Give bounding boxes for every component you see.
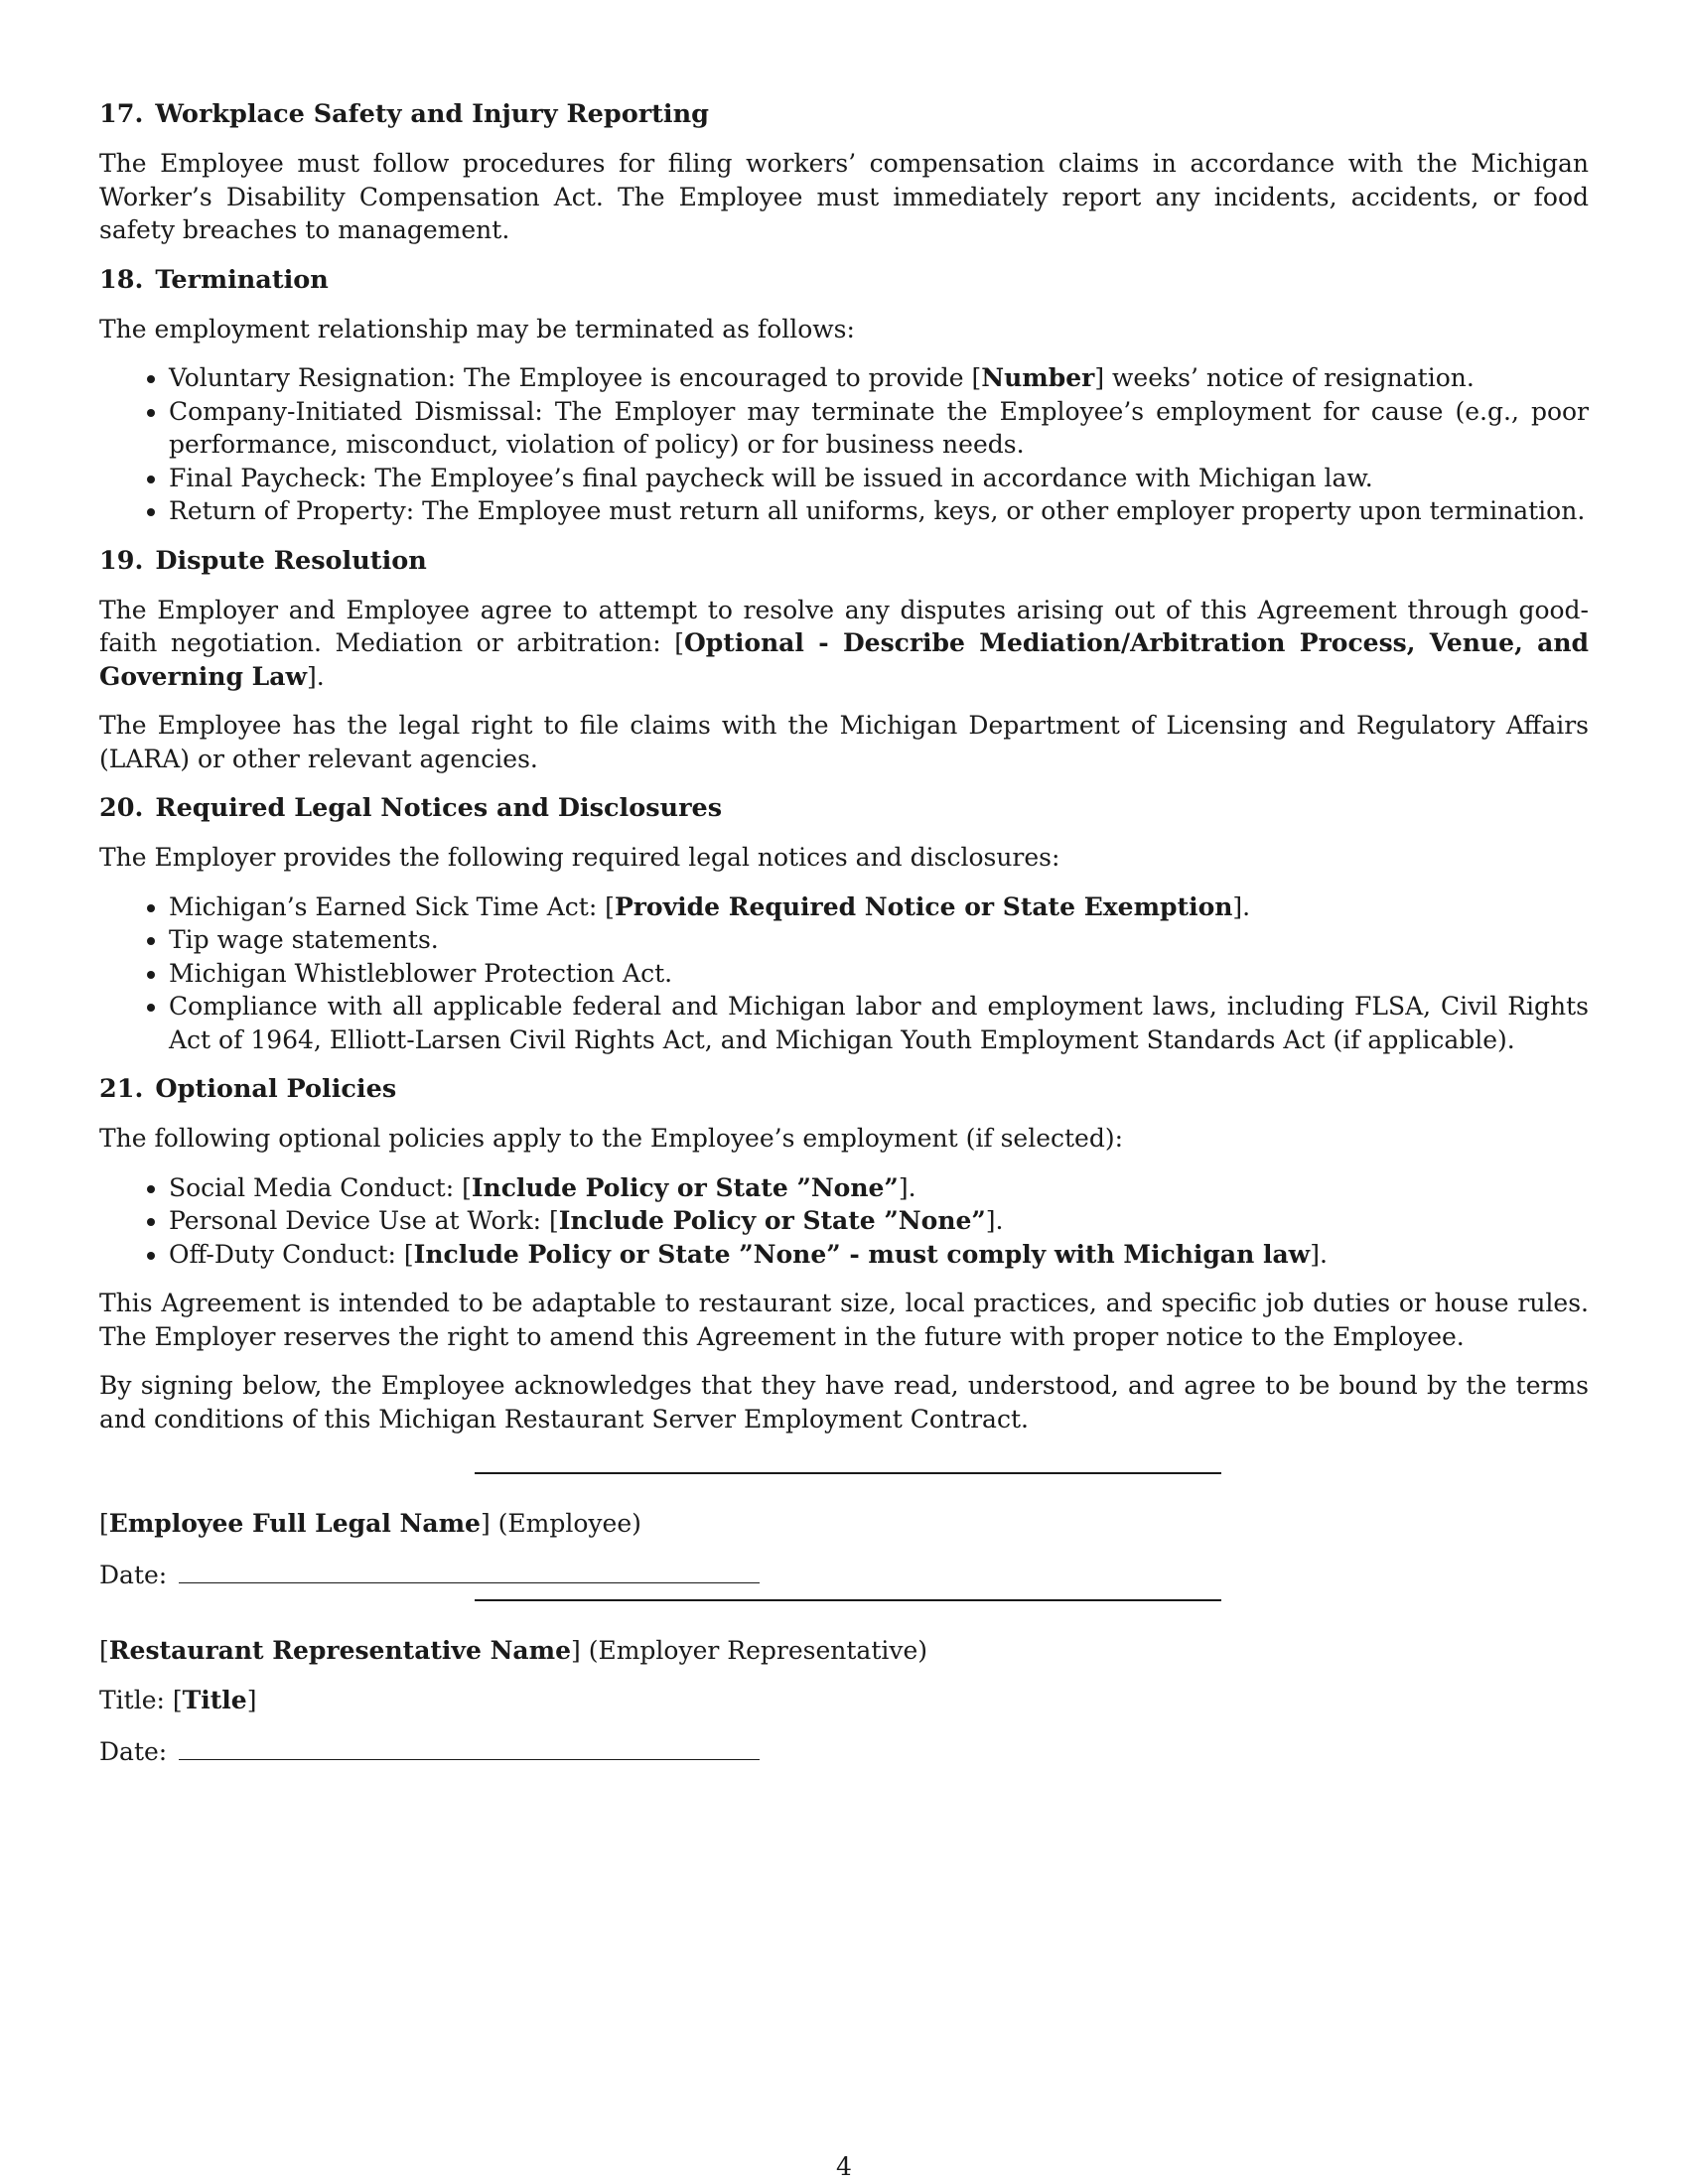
acknowledgement-paragraph: By signing below, the Employee acknowledges that they have read, understood, and agree to be bound by the terms and conditions of this Michigan Restaurant Server Employment Contract. xyxy=(99,1371,1589,1433)
employer-name-line xyxy=(99,1634,927,1668)
legal-notices-list xyxy=(99,890,1589,1057)
section-number: 18. xyxy=(99,264,144,295)
section-number: 21. xyxy=(99,1074,144,1104)
section-20-heading xyxy=(99,791,1589,825)
bracket: ] xyxy=(480,1509,491,1538)
section-title: Dispute Resolution xyxy=(155,545,427,576)
signer-role: (Employer Representative) xyxy=(580,1636,928,1665)
optional-policies-list xyxy=(99,1171,1589,1272)
section-title: Workplace Safety and Injury Reporting xyxy=(155,99,709,129)
bracket: ] xyxy=(246,1686,257,1714)
bracket: [ xyxy=(99,1636,109,1665)
list-item: • Company-Initiated Dismissal: The Employer may terminate the Employee’s employment for cause (e.g., poor performance, misconduct, violation of policy) or for business needs. xyxy=(169,395,1589,462)
item-text: Social Media Conduct: [ xyxy=(169,1172,472,1202)
section-number: 17. xyxy=(99,99,144,129)
placeholder-field: Include Policy or State ”None” - must comply with Michigan law xyxy=(413,1239,1311,1269)
section-20-intro: The Employer provides the following required legal notices and disclosures: xyxy=(99,843,1060,872)
section-title: Required Legal Notices and Disclosures xyxy=(155,793,723,823)
employer-date-field[interactable] xyxy=(179,1733,760,1760)
section-19-heading xyxy=(99,544,1589,578)
date-label: Date: xyxy=(99,1561,168,1589)
section-17-heading xyxy=(99,97,1589,131)
paragraph-text: ]. xyxy=(306,661,325,691)
list-item xyxy=(169,1238,1589,1272)
signer-role: (Employee) xyxy=(490,1509,641,1538)
item-text: ] weeks’ notice of resignation. xyxy=(1094,363,1475,392)
employee-date-field[interactable] xyxy=(179,1557,760,1583)
item-text: Michigan’s Earned Sick Time Act: [ xyxy=(169,891,615,921)
employer-title-row xyxy=(99,1684,256,1717)
employee-name-placeholder: Employee Full Legal Name xyxy=(108,1509,481,1538)
list-item xyxy=(169,1204,1589,1238)
bracket: ] xyxy=(570,1636,581,1665)
item-text: ]. xyxy=(1310,1239,1328,1269)
section-title: Optional Policies xyxy=(155,1074,397,1104)
employee-name-line xyxy=(99,1507,641,1541)
item-text: Voluntary Resignation: The Employee is encouraged to provide [ xyxy=(169,363,982,392)
list-item: • Final Paycheck: The Employee’s final paycheck will be issued in accordance with Michigan law. xyxy=(169,462,1589,495)
employer-name-placeholder: Restaurant Representative Name xyxy=(108,1636,571,1665)
employer-signature-block xyxy=(99,1600,1589,1799)
termination-list xyxy=(99,361,1589,528)
list-item xyxy=(169,1171,1589,1205)
date-label: Date: xyxy=(99,1737,168,1766)
list-item: • Return of Property: The Employee must return all uniforms, keys, or other employer property upon termination. xyxy=(169,494,1589,528)
document-content xyxy=(99,97,1589,1799)
employee-signature-line[interactable] xyxy=(475,1472,1221,1474)
page-number: 4 xyxy=(836,2152,852,2181)
title-label: Title: [ xyxy=(99,1686,183,1714)
employer-signature-line[interactable] xyxy=(475,1599,1221,1601)
section-19-rights: The Employee has the legal right to file claims with the Michigan Department of Licensing and Regulatory Affairs (LARA) or other relevant agencies. xyxy=(99,711,1589,773)
section-18-heading xyxy=(99,263,1589,297)
item-text: Personal Device Use at Work: [ xyxy=(169,1206,559,1235)
list-item xyxy=(169,361,1589,395)
paragraph-text: The Employer and Employee agree to attempt to resolve any disputes arising out of this Agreement through good-faith negotiation. Mediation or arbitration: [ xyxy=(99,595,1589,657)
placeholder-field: Include Policy or State ”None” xyxy=(471,1172,899,1202)
section-21-intro: The following optional policies apply to the Employee’s employment (if selected): xyxy=(99,1124,1124,1153)
list-item: • Compliance with all applicable federal and Michigan labor and employment laws, including FLSA, Civil Rights Act of 1964, Elliott-Larsen Civil Rights Act, and Michigan Youth Employment Standards Act (if applicable). xyxy=(169,990,1589,1056)
employee-signature-block xyxy=(99,1451,1589,1600)
item-text: Off-Duty Conduct: [ xyxy=(169,1239,414,1269)
placeholder-field: Provide Required Notice or State Exemption xyxy=(614,891,1233,921)
list-item xyxy=(169,890,1589,924)
item-text: ]. xyxy=(898,1172,916,1202)
section-number: 19. xyxy=(99,545,144,576)
item-text: ]. xyxy=(1232,891,1251,921)
title-placeholder: Title xyxy=(182,1686,247,1714)
list-item: • Tip wage statements. xyxy=(169,923,1589,957)
bracket: [ xyxy=(99,1509,109,1538)
section-title: Termination xyxy=(155,264,329,295)
employer-date-row xyxy=(99,1733,760,1769)
section-21-heading xyxy=(99,1072,1589,1106)
employee-date-row xyxy=(99,1557,760,1592)
section-19-body xyxy=(99,594,1589,694)
adaptability-paragraph: This Agreement is intended to be adaptable to restaurant size, local practices, and specific job duties or house rules. The Employer reserves the right to amend this Agreement in the future with proper notice to the Employee. xyxy=(99,1289,1589,1351)
section-17-body: The Employee must follow procedures for filing workers’ compensation claims in accordance with the Michigan Worker’s Disability Compensation Act. The Employee must immediately report any incidents, accidents, or food safety breaches to management. xyxy=(99,149,1589,244)
placeholder-field: Optional - Describe Mediation/Arbitration Process, Venue, and Governing Law xyxy=(99,628,1589,691)
placeholder-field: Include Policy or State ”None” xyxy=(558,1206,986,1235)
list-item: • Michigan Whistleblower Protection Act. xyxy=(169,957,1589,991)
section-number: 20. xyxy=(99,793,144,823)
placeholder-field: Number xyxy=(981,363,1095,392)
item-text: ]. xyxy=(985,1206,1004,1235)
section-18-intro: The employment relationship may be terminated as follows: xyxy=(99,314,855,343)
